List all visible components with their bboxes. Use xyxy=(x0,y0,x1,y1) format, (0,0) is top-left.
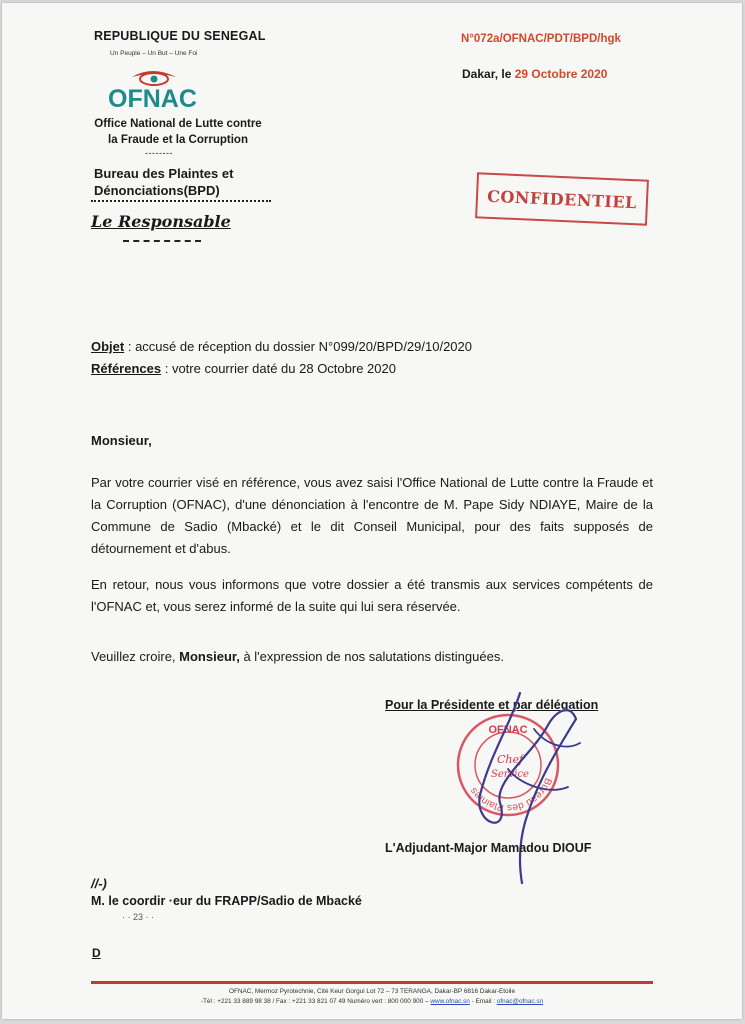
responsable-title: Le Responsable xyxy=(91,212,231,231)
dotted-divider xyxy=(91,200,271,202)
svg-text:Service: Service xyxy=(491,769,529,780)
office-name: Office National de Lutte contre la Fraude et la Corruption xyxy=(94,118,262,146)
national-motto: Un Peuple – Un But – Une Foi xyxy=(110,50,198,57)
svg-text:Chef: Chef xyxy=(496,753,524,766)
body-paragraph-1: Par votre courrier visé en référence, vous avez saisi l'Office National de Lutte contre la Fraude et la Corruption (OFNAC), d'une dénonciation à l'encontre de M. Pape Sidy NDIAYE, Maire de la Commune de Sadio (Mbacké) et le dit Conseil Municipal, pour des faits supposés de détournement et d'abus. xyxy=(91,475,653,556)
svg-text:Bureau des Plaintes: Bureau des Plaintes xyxy=(468,776,554,814)
separator-dots: -------- xyxy=(145,148,173,158)
bureau-name: Bureau des Plaintes et Dénonciations(BPD) xyxy=(94,166,234,198)
website-link[interactable]: www.ofnac.sn xyxy=(430,998,470,1005)
dashed-divider xyxy=(123,240,201,242)
smudged-text: · · 23 · · xyxy=(122,912,155,922)
republic-title: REPUBLIQUE DU SENEGAL xyxy=(94,29,266,43)
closing-paragraph: Veuillez croire, Monsieur, à l'expression de nos salutations distinguées. xyxy=(91,649,504,664)
footer-address: OFNAC, Mermoz Pyrotechnie, Cité Keur Gorgui Lot 72 – 73 TERANGA, Dakar-BP 6816 Dakar-Etoile xyxy=(228,988,516,995)
salutation: Monsieur, xyxy=(91,433,152,448)
footer-contacts: -Tél : +221 33 889 98 38 / Fax : +221 33 821 07 49 Numéro vert : 800 000 900 – www.ofnac.sn - Email : ofnac@ofnac.sn xyxy=(200,998,544,1005)
letter-date: Dakar, le 29 Octobre 2020 xyxy=(462,67,608,81)
ofnac-logo xyxy=(104,67,214,115)
references-line: Références : votre courrier daté du 28 Octobre 2020 xyxy=(91,361,396,376)
delegation-line: Pour la Présidente et par délégation xyxy=(385,698,599,712)
recipient-line: M. le coordir ·eur du FRAPP/Sadio de Mbacké xyxy=(91,894,362,908)
signer-name: L'Adjudant-Major Mamadou DIOUF xyxy=(385,841,592,855)
body-paragraph-2: En retour, nous vous informons que votre dossier a été transmis aux services compétents de l'OFNAC et, vous serez informé de la suite qui lui sera réservée. xyxy=(91,577,653,614)
email-link[interactable]: ofnac@ofnac.sn xyxy=(496,998,544,1005)
ampliation-mark: //-) xyxy=(91,876,107,891)
svg-text:OFNAC: OFNAC xyxy=(488,724,528,736)
initial-mark: D xyxy=(92,946,101,960)
confidential-stamp: CONFIDENTIEL xyxy=(475,172,649,225)
subject-line: Objet : accusé de réception du dossier N°099/20/BPD/29/10/2020 xyxy=(91,339,472,354)
reference-number: N°072a/OFNAC/PDT/BPD/hgk xyxy=(461,33,621,45)
handwritten-signature xyxy=(450,685,600,885)
letter-page xyxy=(2,3,742,1019)
logo-text: OFNAC xyxy=(108,85,197,113)
footer-rule xyxy=(91,981,653,984)
